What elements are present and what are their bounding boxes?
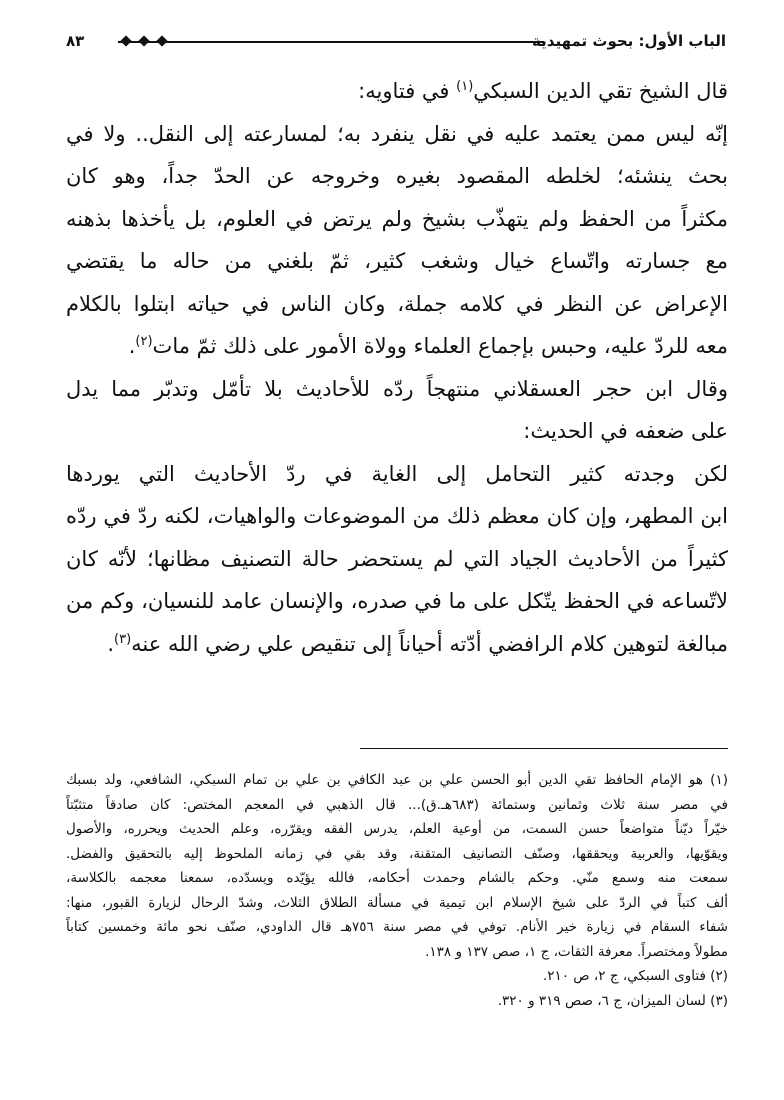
header-rule: [118, 41, 544, 43]
body-line: وقال ابن حجر العسقلاني منتهجاً ردّه للأحاديث بلا تأمّل وتدبّر مما يدل: [66, 376, 728, 401]
footnote-ref: (١): [456, 79, 474, 94]
diamond-icon: [156, 35, 167, 46]
footnotes: [66, 768, 728, 1013]
diamond-icon: [138, 35, 149, 46]
body-line: على ضعفه في الحديث:: [523, 419, 728, 443]
footnote-line: شفاء السقام في زيارة خير الأنام. توفي في مصر سنة ٧٥٦هـ قال الداودي، صنّف نحو مائة وخمسين كتاباً: [66, 919, 728, 935]
quote-end: مبالغة لتوهين كلام الرافضي أدّته أحياناً إلى تنقيص علي رضي الله عنه: [131, 631, 728, 656]
footnote-ref: (٣): [114, 631, 132, 647]
body-line: مبالغة لتوهين كلام الرافضي أدّته أحياناً إلى تنقيص علي رضي الله عنه$^{(٣)}$.: [107, 631, 728, 656]
footnote-line: خيّراً ديّناً متواضعاً حسن السمت، من أوعية العلم، يدرس الفقه ويقرّره، وعلم الحديث ويحرره، والأصول: [66, 821, 728, 837]
body-line: الإعراض عن النظر في كلامه جملة، وكان الناس في حياته ابتلوا بالكلام: [66, 291, 728, 316]
body-line: مع جسارته واتّساع خيال وشغب كثير، ثمّ بلغني من حاله ما يقتضي: [66, 249, 728, 273]
quote-end: معه للردّ عليه، وحبس بإجماع العلماء وولاة الأمور على ذلك ثمّ مات: [152, 334, 728, 358]
diamond-icon: [120, 35, 131, 46]
footnote-line: (١) هو الإمام الحافظ تقي الدين أبو الحسن علي بن عبد الكافي بن علي بن تمام السبكي، الشافعي، ولد بسبك: [66, 772, 728, 788]
footnote-line: ويقوّيها، والعربية ويحققها، وصنّف التصانيف المتقنة، وقد بقي في زمانه الملحوظ إليه بالتحقيق والفضل.: [66, 845, 728, 862]
running-header: [66, 30, 726, 54]
body-line: [66, 70, 728, 113]
body-line: معه للردّ عليه، وحبس بإجماع العلماء وولاة الأمور على ذلك ثمّ مات$^{(٢)}$.: [128, 334, 728, 358]
body-line: بحث ينشئه؛ لخلطه المقصود بغيره وخروجه عن الحدّ جداً، وهو كان: [66, 164, 728, 188]
paragraph-intro-suffix: في فتاويه:: [358, 79, 450, 103]
footnote-line: ألف كتباً في الردّ على شيخ الإسلام ابن تيمية في مسألة الطلاق الثلاث، وشدّ الرحال لزيارة القبور، منها:: [66, 894, 728, 911]
footnote-line: في مصر سنة ثلاث وثمانين وستمائة (٦٨٣هـ.ق)... قال الذهبي في المعجم المختص: كان صادقاً متثبّتاً: [66, 796, 728, 813]
body-line: لكن وجدته كثير التحامل إلى الغاية في ردّ الأحاديث التي يوردها: [66, 461, 728, 486]
chapter-title: الباب الأول: بحوث تمهيدية: [532, 32, 726, 50]
diamond-ornament-icon: [118, 34, 174, 48]
body-line: كثيراً من الأحاديث الجياد التي لم يستحضر حالة التصنيف مظانها؛ لأنّه كان: [66, 546, 728, 571]
footnote-line: سمعت منه وسمع منّي. وحكم بالشام وحمدت أحكامه، فالله يؤيّده ويسدّده، سمعنا معجمه بالكلاسة،: [66, 870, 728, 886]
body-line: لاتّساعه في الحفظ يتّكل على ما في صدره، والإنسان عامد للنسيان، وكم من: [66, 589, 728, 613]
paragraph-intro: قال الشيخ تقي الدين السبكي: [473, 79, 728, 103]
footnote-line: مطولاً ومختصراً. معرفة الثقات، ج ١، صص ١٣٧ و ١٣٨.: [425, 943, 728, 960]
footnote-line: (٢) فتاوى السبكي، ج ٢، ص ٢١٠.: [542, 968, 728, 984]
body-line: ابن المطهر، وإن كان معظم ذلك من الموضوعات والواهيات، لكنه ردّ في ردّه: [66, 504, 728, 528]
body-line: إنّه ليس ممن يعتمد عليه في نقل ينفرد به؛ لمسارعته إلى النقل.. ولا في: [66, 121, 728, 146]
footnote-line: (٣) لسان الميزان، ج ٦، صص ٣١٩ و ٣٢٠.: [497, 992, 728, 1009]
body-line: مكثراً من الحفظ ولم يتهذّب بشيخ ولم يرتض في العلوم، بل يأخذها بذهنه: [66, 206, 728, 231]
page-number: ٨٣: [66, 32, 85, 50]
body-text: [66, 70, 728, 665]
footnote-ref: (٢): [135, 334, 153, 349]
footnote-separator: [360, 748, 728, 749]
